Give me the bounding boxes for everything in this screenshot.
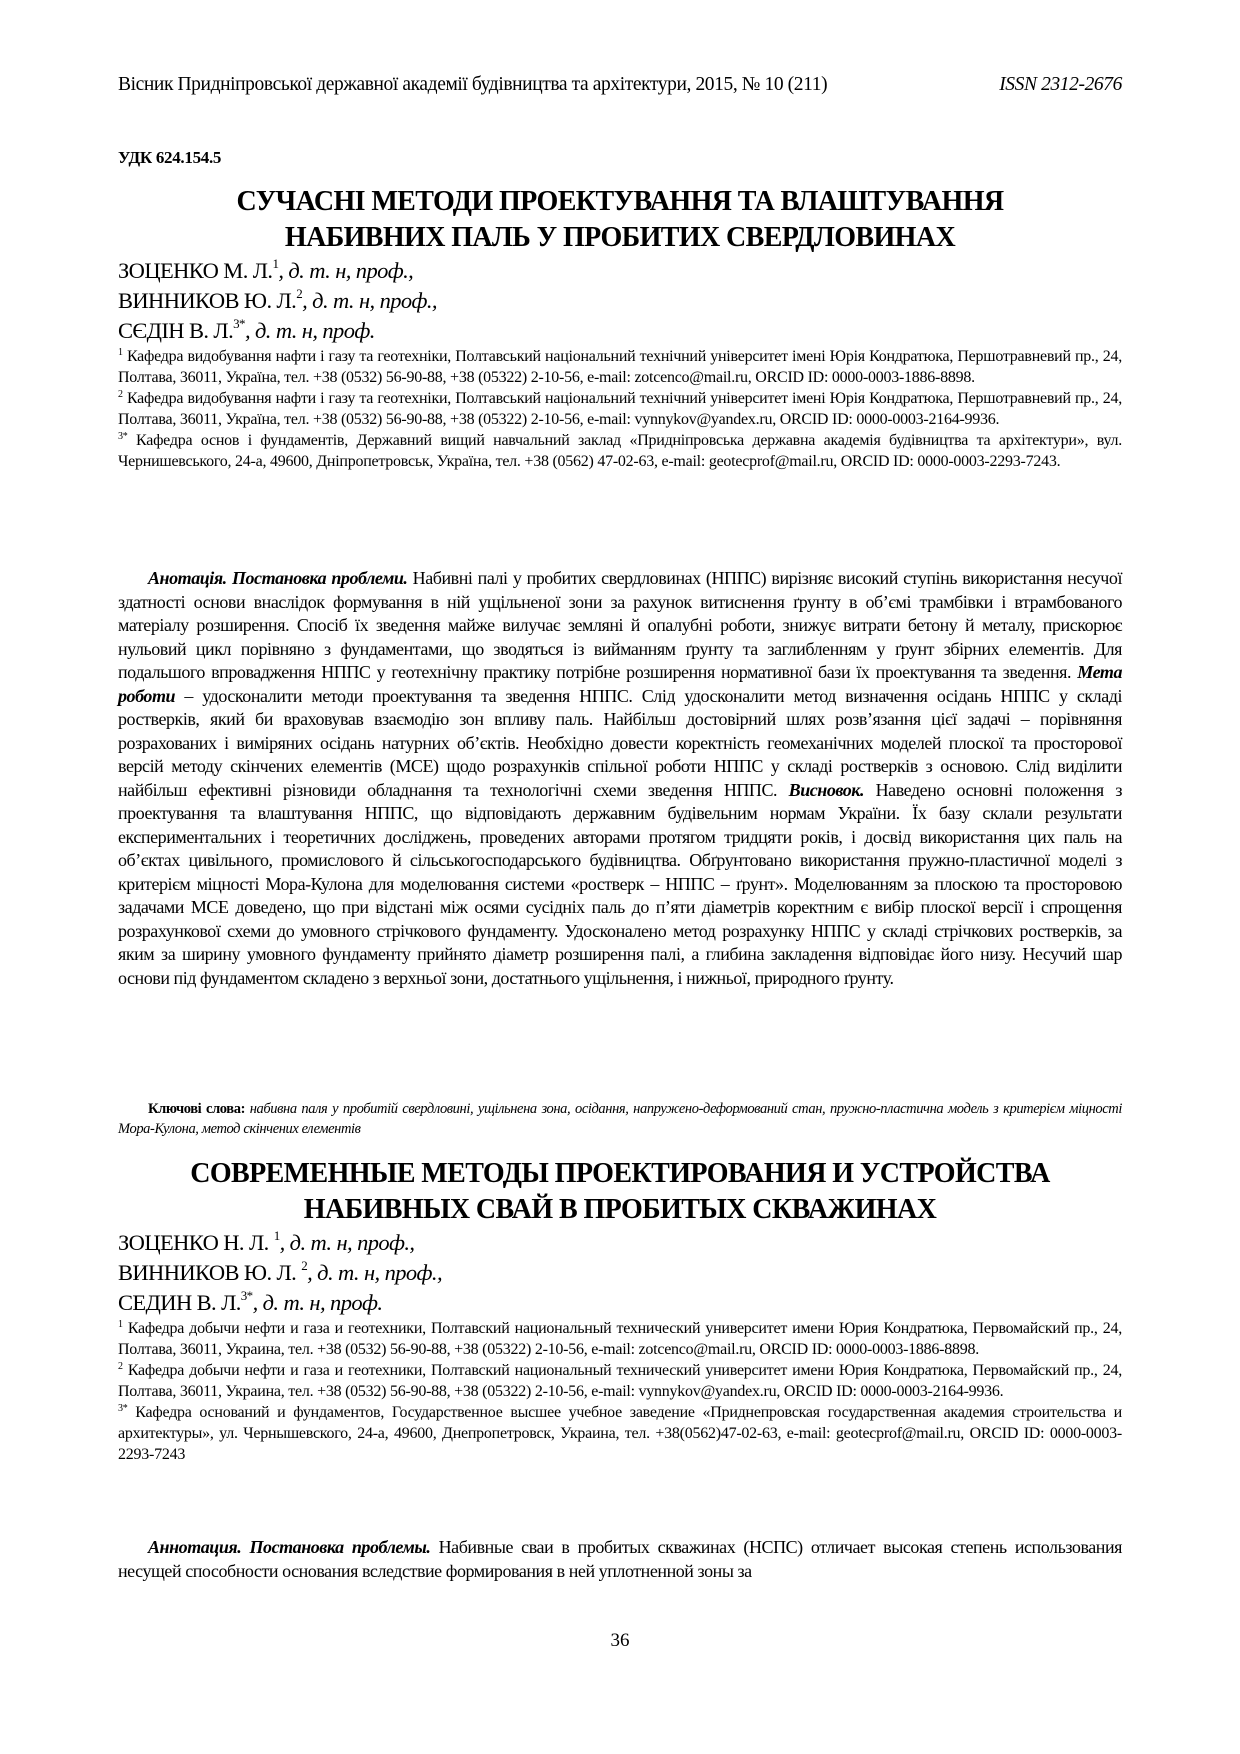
- affiliation: [118, 388, 1122, 430]
- affiliation-mark: 1: [118, 1319, 123, 1330]
- conclusion-text: Наведено основні положення з проектування та влаштування НППС, що відповідають державним будівельним нормам України. Їх базу склали результати експериментальних і теоретичних досліджень, проведених авторами протягом тридцяти років, і досвід використання цих паль на об’єктах цивільного, промислового й сільськогосподарського будівництва. Обґрунтовано використання пружно-пластичної моделі з критерієм міцності Мора-Кулона для моделювання системи «ростверк – НППС – ґрунт». Моделюванням за плоскою та просторовою задачами МСЕ доведено, що при відстані між осями сусідніх паль до п’яти діаметрів коректним є вибір плоскої версії і спрощення розрахункової схеми до умовного стрічкового фундаменту. Удосконалено метод розрахунку НППС у складі стрічкових ростверків, за яким за ширину умовного фундаменту прийнято діаметр розширення палі, а глибина закладення відповідає його низу. Несучий шар основи під фундаментом складено з верхньої зони, достатнього ущільнення, і нижньої, природного ґрунту.: [118, 779, 1122, 988]
- affiliation-mark: 2: [118, 389, 123, 400]
- affiliation-mark: 2: [118, 1361, 123, 1372]
- affiliation-text: Кафедра добычи нефти и газа и геотехники, Полтавский национальный технический университет имени Юрия Кондратюка, Первомайский пр., 24, Полтава, 36011, Украина, тел. +38 (0532) 56-90-88, +38 (05322) 2-10-56, e-mail: vynnykov@yandex.ru, ORCID ID: 0000-0003-2164-9936.: [118, 1362, 1122, 1400]
- abstract-ru: [118, 1536, 1122, 1583]
- author: [118, 256, 437, 286]
- affiliation-text: Кафедра оснований и фундаментов, Государственное высшее учебное заведение «Приднепровская государственная академия строительства и архитектуры», ул. Чернышевского, 24-а, 49600, Днепропетровск, Украина, тел. +38(0562)47-02-63, e-mail: geotecprof@mail.ru, ORCID ID: 0000-0003-2293-7243: [118, 1404, 1122, 1463]
- author-affiliation-mark: 3*: [233, 316, 245, 331]
- affiliation-text: Кафедра основ і фундаментів, Державний вищий навчальний заклад «Придніпровська державна академія будівництва та архітектури», вул. Чернишевського, 24-а, 49600, Дніпропетровськ, Україна, тел. +38 (0562) 47-02-63, e-mail: geotecprof@mail.ru, ORCID ID: 0000-0003-2293-7243.: [118, 432, 1122, 470]
- affiliations-ua: [118, 346, 1122, 472]
- author-degree: , д. т. н, проф.: [244, 318, 375, 343]
- keywords-paragraph: [118, 1099, 1122, 1139]
- abstract-text: Набивные сваи в пробитых скважинах (НСПС) отличает высокая степень использования несущей способности основания вследствие формирования в ней уплотненной зоны за: [118, 1537, 1122, 1581]
- title-line: СУЧАСНІ МЕТОДИ ПРОЕКТУВАННЯ ТА ВЛАШТУВАННЯ: [236, 186, 1004, 217]
- author-affiliation-mark: 1: [273, 1228, 280, 1243]
- abstract-paragraph: [118, 1536, 1122, 1583]
- affiliation: [118, 346, 1122, 388]
- author-list-ua: [118, 256, 437, 346]
- author-degree: , д. т. н, проф.: [252, 1290, 383, 1315]
- author-degree: , д. т. н, проф.,: [302, 288, 437, 313]
- author-affiliation-mark: 2: [301, 1258, 308, 1273]
- affiliation: [118, 430, 1122, 472]
- abstract-ua: [118, 567, 1122, 990]
- author: [118, 1228, 442, 1258]
- affiliation-mark: 1: [118, 347, 123, 358]
- author-name: СЄДІН В. Л.: [118, 318, 234, 343]
- author: [118, 286, 437, 316]
- affiliation: [118, 1402, 1122, 1465]
- author-name: ВИННИКОВ Ю. Л.: [118, 1260, 302, 1285]
- keywords-label: Ключові слова:: [148, 1101, 246, 1117]
- affiliation-mark: 3*: [118, 1403, 128, 1414]
- author-name: ЗОЦЕНКО Н. Л.: [118, 1230, 274, 1255]
- abstract-text: Набивні палі у пробитих свердловинах (НППС) вирізняє високий ступінь використання несучої здатності основи внаслідок формування в ній ущільненої зони за рахунок витиснення ґрунту в об’ємі трамбівки і втрамбованого матеріалу розширення. Спосіб їх зведення майже вилучає земляні й опалубні роботи, знижує витрати бетону й металу, прискорює нульовий цикл порівняно з фундаментами, що зводяться із вийманням ґрунту та заглибленням у ґрунт збірних елементів. Для подальшого впровадження НППС у геотехнічну практику потрібне розширення нормативної бази їх проектування та зведення.: [118, 568, 1122, 682]
- author-affiliation-mark: 2: [296, 286, 303, 301]
- affiliation-text: Кафедра видобування нафти і газу та геотехніки, Полтавський національний технічний університет імені Юрія Кондратюка, Першотравневий пр., 24, Полтава, 36011, Україна, тел. +38 (0532) 56-90-88, +38 (05322) 2-10-56, e-mail: zotcenco@mail.ru, ORCID ID: 0000-0003-1886-8898.: [118, 348, 1122, 386]
- affiliation: [118, 1318, 1122, 1360]
- abstract-label: Анотація. Постановка проблеми.: [148, 568, 408, 588]
- author: [118, 1258, 442, 1288]
- article-title-ua: [118, 184, 1122, 256]
- author: [118, 316, 437, 346]
- aim-label: Мета роботи: [118, 662, 1122, 706]
- journal-name: Вісник Придніпровської державної академії будівництва та архітектури, 2015, № 10 (211): [118, 74, 828, 95]
- author-degree: , д. т. н, проф.,: [278, 258, 414, 283]
- keywords-text: набивна паля у пробитій свердловині, ущільнена зона, осідання, напружено-деформований стан, пружно-пластична модель з критерієм міцності Мора-Кулона, метод скінчених елементів: [118, 1101, 1122, 1137]
- author-name: СЕДИН В. Л.: [118, 1290, 241, 1315]
- article-title-ru: [118, 1156, 1122, 1228]
- author-affiliation-mark: 3*: [240, 1288, 253, 1303]
- author-list-ru: [118, 1228, 442, 1318]
- affiliation: [118, 1360, 1122, 1402]
- running-header: [118, 74, 1122, 96]
- affiliations-ru: [118, 1318, 1122, 1465]
- page-number: 36: [610, 1630, 630, 1651]
- udk-code: УДК 624.154.5: [118, 148, 222, 167]
- title-line: НАБИВНЫХ СВАЙ В ПРОБИТЫХ СКВАЖИНАХ: [303, 1194, 937, 1225]
- issn: ISSN 2312-2676: [999, 74, 1122, 95]
- author: [118, 1288, 442, 1318]
- author-name: ВИННИКОВ Ю. Л.: [118, 288, 297, 313]
- author-affiliation-mark: 1: [272, 256, 279, 271]
- abstract-label: Аннотация. Постановка проблемы.: [148, 1537, 431, 1557]
- affiliation-mark: 3*: [118, 431, 128, 442]
- title-line: СОВРЕМЕННЫЕ МЕТОДЫ ПРОЕКТИРОВАНИЯ И УСТРОЙСТВА: [190, 1158, 1050, 1189]
- author-degree: , д. т. н, проф.,: [279, 1230, 415, 1255]
- keywords-ua: [118, 1099, 1122, 1139]
- affiliation-text: Кафедра видобування нафти і газу та геотехніки, Полтавський національний технічний університет імені Юрія Кондратюка, Першотравневий пр., 24, Полтава, 36011, Україна, тел. +38 (0532) 56-90-88, +38 (05322) 2-10-56, e-mail: vynnykov@yandex.ru, ORCID ID: 0000-0003-2164-9936.: [118, 390, 1122, 428]
- affiliation-text: Кафедра добычи нефти и газа и геотехники, Полтавский национальный технический университет имени Юрия Кондратюка, Первомайский пр., 24, Полтава, 36011, Украина, тел. +38 (0532) 56-90-88, +38 (05322) 2-10-56, e-mail: zotcenco@mail.ru, ORCID ID: 0000-0003-1886-8898.: [118, 1320, 1122, 1358]
- title-line: НАБИВНИХ ПАЛЬ У ПРОБИТИХ СВЕРДЛОВИНАХ: [284, 222, 956, 253]
- conclusion-label: Висновок.: [788, 779, 865, 800]
- aim-text: – удосконалити методи проектування та зведення НППС. Слід удосконалити метод визначення осідань НППС у складі ростверків, який би враховував взаємодію зон впливу паль. Найбільш достовірний шлях розв’язання цієї задачі – порівняння розрахованих і виміряних осідань натурних об’єктів. Необхідно довести коректність геомеханічних моделей плоскої та просторової версій методу скінчених елементів (МСЕ) щодо розрахунків спільної роботи НППС у складі ростверків з основою. Слід виділити найбільш ефективні різновиди обладнання та технологічні схеми зведення НППС.: [118, 685, 1122, 800]
- abstract-paragraph: [118, 567, 1122, 990]
- author-degree: , д. т. н, проф.,: [307, 1260, 442, 1285]
- author-name: ЗОЦЕНКО М. Л.: [118, 258, 273, 283]
